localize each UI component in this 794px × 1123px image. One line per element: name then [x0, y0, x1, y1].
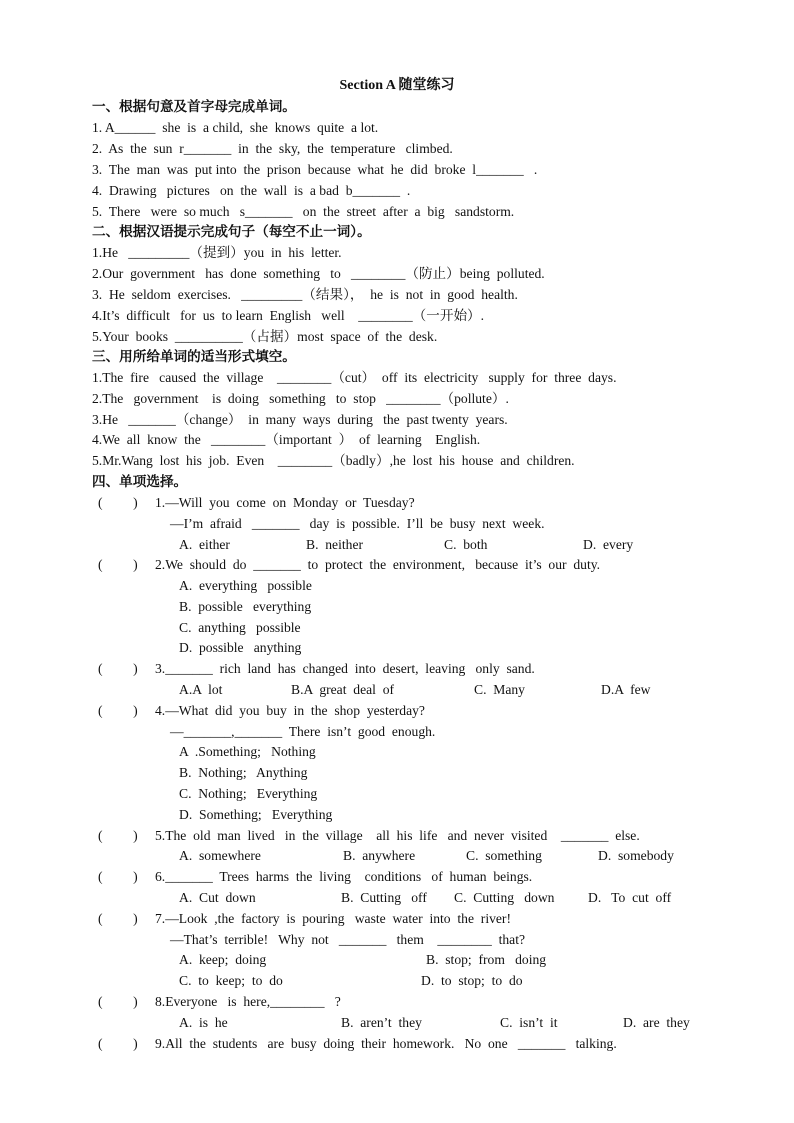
q1-option-a: A. either [179, 537, 230, 552]
section-2-heading: 二、根据汉语提示完成句子（每空不止一词）。 [92, 224, 371, 240]
page-title: Section A 随堂练习 [339, 78, 455, 93]
q5-option-b: B. anywhere [343, 848, 416, 863]
s2-item-3: 3. He seldom exercises. _________（结果）， he is not in good health. [92, 287, 518, 302]
s3-item-4: 4.We all know the ________（important ） of learning English. [92, 432, 481, 447]
s1-item-3: 3. The man was put into the prison because what he did broke l_______ . [92, 162, 538, 177]
q6-stem: 6._______ Trees harms the living conditions of human beings. [155, 869, 533, 884]
s2-item-1: 1.He _________（提到）you in his letter. [92, 245, 342, 260]
section-1-heading: 一、根据句意及首字母完成单词。 [92, 99, 296, 115]
q2-stem: 2.We should do _______ to protect the environment, because it’s our duty. [155, 557, 601, 572]
q3-option-d: D.A few [601, 682, 651, 697]
s1-item-4: 4. Drawing pictures on the wall is a bad b_______ . [92, 183, 411, 198]
s3-item-3: 3.He _______（change） in many ways during the past twenty years. [92, 412, 508, 427]
s3-item-5: 5.Mr.Wang lost his job. Even ________（badly）,he lost his house and children. [92, 453, 575, 468]
q4-option-a: A .Something; Nothing [179, 744, 316, 759]
s3-item-2: 2.The government is doing something to stop ________（pollute）. [92, 391, 509, 406]
s2-item-5: 5.Your books __________（占据）most space of the desk. [92, 329, 438, 344]
q5-option-d: D. somebody [598, 848, 674, 863]
q1-stem-2: —I’m afraid _______ day is possible. I’ll be busy next week. [170, 516, 545, 531]
q8-option-c: C. isn’t it [500, 1015, 558, 1030]
q3-option-b: B.A great deal of [291, 682, 395, 697]
q5-option-c: C. something [466, 848, 542, 863]
answer-bracket-q1: ( ) [98, 495, 138, 510]
q4-option-b: B. Nothing; Anything [179, 765, 308, 780]
q5-stem: 5.The old man lived in the village all his life and never visited _______ else. [155, 828, 640, 843]
q2-option-b: B. possible everything [179, 599, 312, 614]
answer-bracket-q5: ( ) [98, 828, 138, 843]
q1-option-c: C. both [444, 537, 488, 552]
q7-option-d: D. to stop; to do [421, 973, 523, 988]
answer-bracket-q7: ( ) [98, 911, 138, 926]
s1-item-2: 2. As the sun r_______ in the sky, the temperature climbed. [92, 141, 453, 156]
q6-option-b: B. Cutting off [341, 890, 427, 905]
q3-stem: 3._______ rich land has changed into desert, leaving only sand. [155, 661, 535, 676]
q2-option-d: D. possible anything [179, 640, 302, 655]
s1-item-5: 5. There were so much s_______ on the street after a big sandstorm. [92, 204, 515, 219]
answer-bracket-q6: ( ) [98, 869, 138, 884]
s1-item-1: 1. A______ she is a child, she knows quite a lot. [92, 120, 379, 135]
q1-option-d: D. every [583, 537, 634, 552]
q1-stem: 1.—Will you come on Monday or Tuesday? [155, 495, 415, 510]
q1-option-b: B. neither [306, 537, 364, 552]
q7-option-a: A. keep; doing [179, 952, 267, 967]
q2-option-a: A. everything possible [179, 578, 312, 593]
q9-stem: 9.All the students are busy doing their homework. No one _______ talking. [155, 1036, 617, 1051]
section-4-heading: 四、单项选择。 [92, 474, 188, 490]
q4-stem: 4.—What did you buy in the shop yesterday? [155, 703, 425, 718]
q8-stem: 8.Everyone is here,________ ? [155, 994, 341, 1009]
q8-option-b: B. aren’t they [341, 1015, 422, 1030]
section-3-heading: 三、用所给单词的适当形式填空。 [92, 349, 296, 365]
q7-stem: 7.—Look ,the factory is pouring waste water into the river! [155, 911, 511, 926]
q7-stem-2: —That’s terrible! Why not _______ them ________ that? [170, 932, 526, 947]
s2-item-4: 4.It’s difficult for us to learn English well ________（一开始）. [92, 308, 485, 323]
s2-item-2: 2.Our government has done something to ________（防止）being polluted. [92, 266, 545, 281]
q3-option-a: A.A lot [179, 682, 223, 697]
q7-option-c: C. to keep; to do [179, 973, 283, 988]
answer-bracket-q4: ( ) [98, 703, 138, 718]
q5-option-a: A. somewhere [179, 848, 261, 863]
q7-option-b: B. stop; from doing [426, 952, 547, 967]
answer-bracket-q2: ( ) [98, 557, 138, 572]
q3-option-c: C. Many [474, 682, 525, 697]
q6-option-c: C. Cutting down [454, 890, 555, 905]
q6-option-d: D. To cut off [588, 890, 672, 905]
s3-item-1: 1.The fire caused the village ________（cut） off its electricity supply for three days. [92, 370, 617, 385]
q8-option-a: A. is he [179, 1015, 228, 1030]
q4-option-c: C. Nothing; Everything [179, 786, 318, 801]
answer-bracket-q9: ( ) [98, 1036, 138, 1051]
q6-option-a: A. Cut down [179, 890, 256, 905]
q2-option-c: C. anything possible [179, 620, 301, 635]
q4-option-d: D. Something; Everything [179, 807, 333, 822]
answer-bracket-q3: ( ) [98, 661, 138, 676]
answer-bracket-q8: ( ) [98, 994, 138, 1009]
q4-stem-2: —_______,_______ There isn’t good enough. [170, 724, 436, 739]
q8-option-d: D. are they [623, 1015, 690, 1030]
